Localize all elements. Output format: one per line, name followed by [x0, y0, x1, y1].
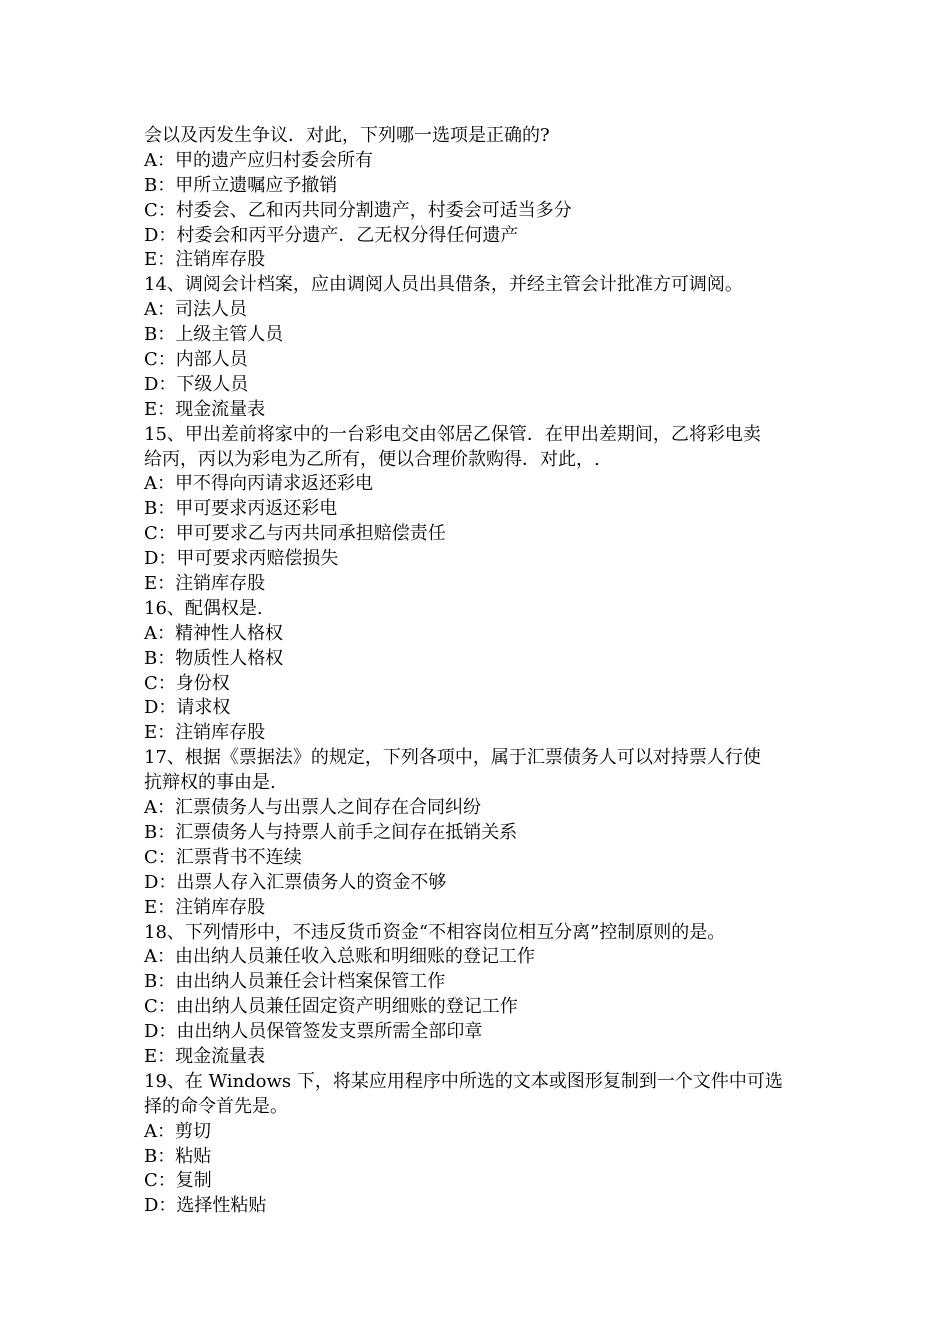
text-line: D：选择性粘贴 — [144, 1195, 267, 1217]
text-line: A：汇票债务人与出票人之间存在合同纠纷 — [144, 797, 481, 819]
text-line: C：甲可要求乙与丙共同承担赔偿责任 — [144, 523, 446, 545]
text-line: 18、下列情形中，不违反货币资金“不相容岗位相互分离”控制原则的是。 — [144, 921, 726, 943]
text-line: B：甲可要求丙返还彩电 — [144, 498, 338, 520]
text-line: B：粘贴 — [144, 1145, 212, 1167]
text-line: 择的命令首先是。 — [144, 1095, 288, 1117]
text-line: 给丙，丙以为彩电为乙所有，便以合理价款购得．对此，. — [144, 448, 600, 470]
text-line: E：注销库存股 — [144, 896, 266, 918]
text-line: 会以及丙发生争议．对此，下列哪一选项是正确的? — [144, 125, 550, 146]
text-line: B：上级主管人员 — [144, 324, 284, 346]
text-line: C：复制 — [144, 1170, 212, 1192]
text-line: 14、调阅会计档案，应由调阅人员出具借条，并经主管会计批准方可调阅。 — [144, 274, 743, 296]
text-line: C：由出纳人员兼任固定资产明细账的登记工作 — [144, 996, 518, 1018]
text-line: E：注销库存股 — [144, 573, 266, 595]
text-line: D：村委会和丙平分遗产．乙无权分得任何遗产 — [144, 224, 519, 246]
text-line: B：物质性人格权 — [144, 647, 284, 669]
text-line: D：出票人存入汇票债务人的资金不够 — [144, 871, 447, 893]
text-line: B：甲所立遗嘱应予撤销 — [144, 174, 338, 196]
text-line: E：现金流量表 — [144, 398, 266, 420]
text-line: E：现金流量表 — [144, 1045, 266, 1067]
text-line: 16、配偶权是. — [144, 597, 263, 619]
text-line: A：甲不得向丙请求返还彩电 — [144, 473, 373, 495]
text-line: B：由出纳人员兼任会计档案保管工作 — [144, 971, 446, 993]
text-line: D：由出纳人员保管签发支票所需全部印章 — [144, 1021, 483, 1043]
text-line: D：甲可要求丙赔偿损失 — [144, 548, 339, 570]
text-line: E：注销库存股 — [144, 249, 266, 271]
text-line: D：下级人员 — [144, 373, 249, 395]
text-line: E：注销库存股 — [144, 722, 266, 744]
text-line: C：汇票背书不连续 — [144, 846, 302, 868]
text-line: C：身份权 — [144, 672, 230, 694]
text-line: 19、在 Windows 下，将某应用程序中所选的文本或图形复制到一个文件中可选 — [144, 1070, 783, 1092]
text-line: A：司法人员 — [144, 299, 247, 321]
text-line: 17、根据《票据法》的规定，下列各项中，属于汇票债务人可以对持票人行使 — [144, 747, 761, 769]
text-line: 15、甲出差前将家中的一台彩电交由邻居乙保管．在甲出差期间，乙将彩电卖 — [144, 423, 761, 445]
text-line: 抗辩权的事由是. — [144, 772, 276, 794]
text-line: A：甲的遗产应归村委会所有 — [144, 149, 373, 171]
text-line: C：内部人员 — [144, 349, 248, 371]
document-body — [144, 124, 814, 1219]
text-line: A：剪切 — [144, 1120, 211, 1142]
text-line: B：汇票债务人与持票人前手之间存在抵销关系 — [144, 821, 518, 843]
text-line: D：请求权 — [144, 697, 231, 719]
text-line: C：村委会、乙和丙共同分割遗产，村委会可适当多分 — [144, 199, 572, 221]
text-line: A：由出纳人员兼任收入总账和明细账的登记工作 — [144, 946, 535, 968]
text-line: A：精神性人格权 — [144, 622, 283, 644]
